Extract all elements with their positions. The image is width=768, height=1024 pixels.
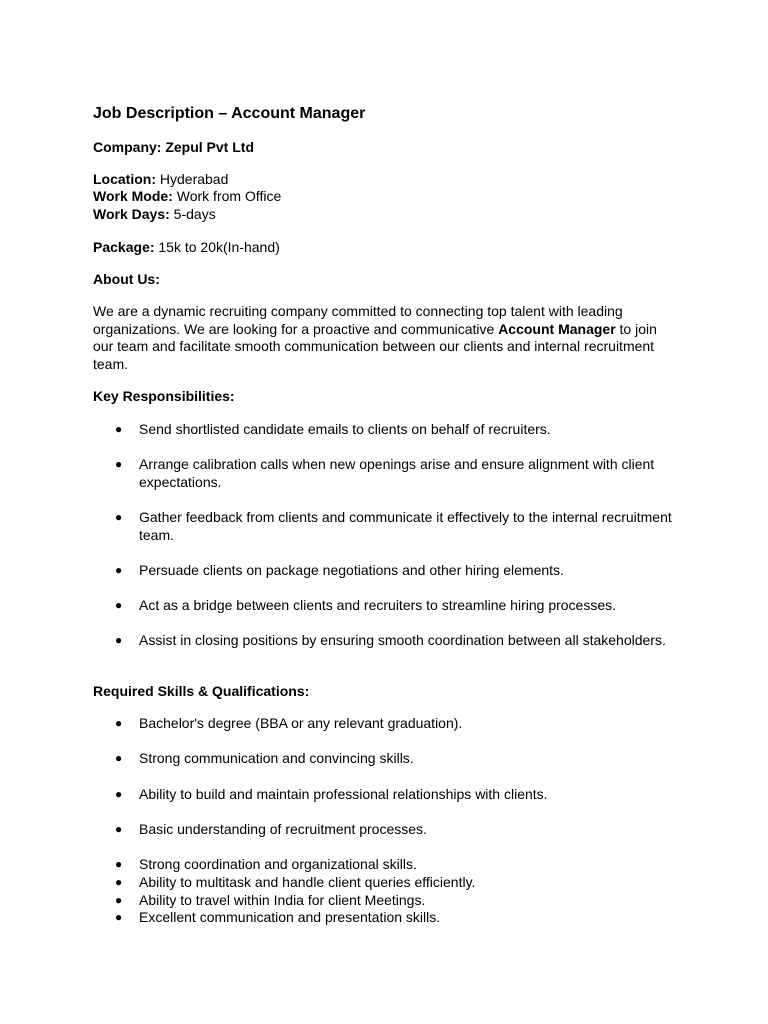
- list-item-text: Ability to travel within India for client Meetings.: [139, 892, 426, 908]
- about-paragraph: [93, 303, 673, 373]
- about-text-part1: We are a dynamic recruiting company committed to connecting top talent with leading organizations. We are looking for a proactive and communicative: [93, 303, 623, 337]
- bullet-icon: ●: [115, 751, 123, 765]
- list-item-text: Assist in closing positions by ensuring smooth coordination between all stakeholders.: [139, 632, 666, 648]
- workdays-line: [93, 206, 216, 224]
- list-item-text: Send shortlisted candidate emails to clients on behalf of recruiters.: [139, 421, 551, 437]
- bullet-icon: ●: [115, 563, 123, 577]
- bullet-icon: ●: [115, 422, 123, 436]
- bullet-icon: ●: [115, 910, 123, 924]
- bullet-icon: ●: [115, 857, 123, 871]
- bullet-icon: ●: [115, 822, 123, 836]
- about-text-bold: Account Manager: [498, 320, 616, 337]
- bullet-icon: ●: [115, 633, 123, 647]
- bullet-icon: ●: [115, 457, 123, 471]
- list-item-text: Gather feedback from clients and communicate it effectively to the internal recruitment team.: [139, 509, 672, 543]
- bullet-icon: ●: [115, 716, 123, 730]
- workdays-value: 5-days: [169, 206, 216, 222]
- list-item-text: Persuade clients on package negotiations and other hiring elements.: [139, 562, 564, 578]
- list-item-text: Arrange calibration calls when new openings arise and ensure alignment with client expectations.: [139, 456, 655, 490]
- company-line: Company: Zepul Pvt Ltd: [93, 139, 254, 155]
- package-value: 15k to 20k(In-hand): [154, 239, 280, 255]
- list-item-text: Excellent communication and presentation skills.: [139, 909, 441, 925]
- bullet-icon: ●: [115, 510, 123, 524]
- about-heading: About Us:: [93, 271, 160, 287]
- bullet-icon: ●: [115, 893, 123, 907]
- list-item-text: Bachelor's degree (BBA or any relevant graduation).: [139, 715, 463, 731]
- bullet-icon: ●: [115, 598, 123, 612]
- list-item-text: Ability to multitask and handle client queries efficiently.: [139, 874, 476, 890]
- workmode-value: Work from Office: [172, 188, 282, 204]
- skills-heading: Required Skills & Qualifications:: [93, 683, 310, 699]
- location-line: [93, 171, 228, 189]
- list-item-text: Strong communication and convincing skills.: [139, 750, 414, 766]
- about-text-part2: to join our team and facilitate smooth communication between our clients and internal recruitment team.: [93, 320, 657, 372]
- bullet-icon: ●: [115, 875, 123, 889]
- workmode-line: [93, 188, 281, 206]
- page-title: Job Description – Account Manager: [93, 105, 366, 122]
- bullet-icon: ●: [115, 787, 123, 801]
- list-item-text: Act as a bridge between clients and recruiters to streamline hiring processes.: [139, 597, 617, 613]
- workdays-label: Work Days:: [93, 206, 170, 222]
- workmode-label: Work Mode:: [93, 188, 173, 204]
- package-line: [93, 239, 280, 257]
- list-item-text: Ability to build and maintain professional relationships with clients.: [139, 786, 548, 802]
- list-item-text: Basic understanding of recruitment processes.: [139, 821, 427, 837]
- package-label: Package:: [93, 239, 155, 255]
- location-label: Location:: [93, 171, 156, 187]
- list-item-text: Strong coordination and organizational skills.: [139, 856, 417, 872]
- responsibilities-heading: Key Responsibilities:: [93, 388, 235, 404]
- location-value: Hyderabad: [156, 171, 229, 187]
